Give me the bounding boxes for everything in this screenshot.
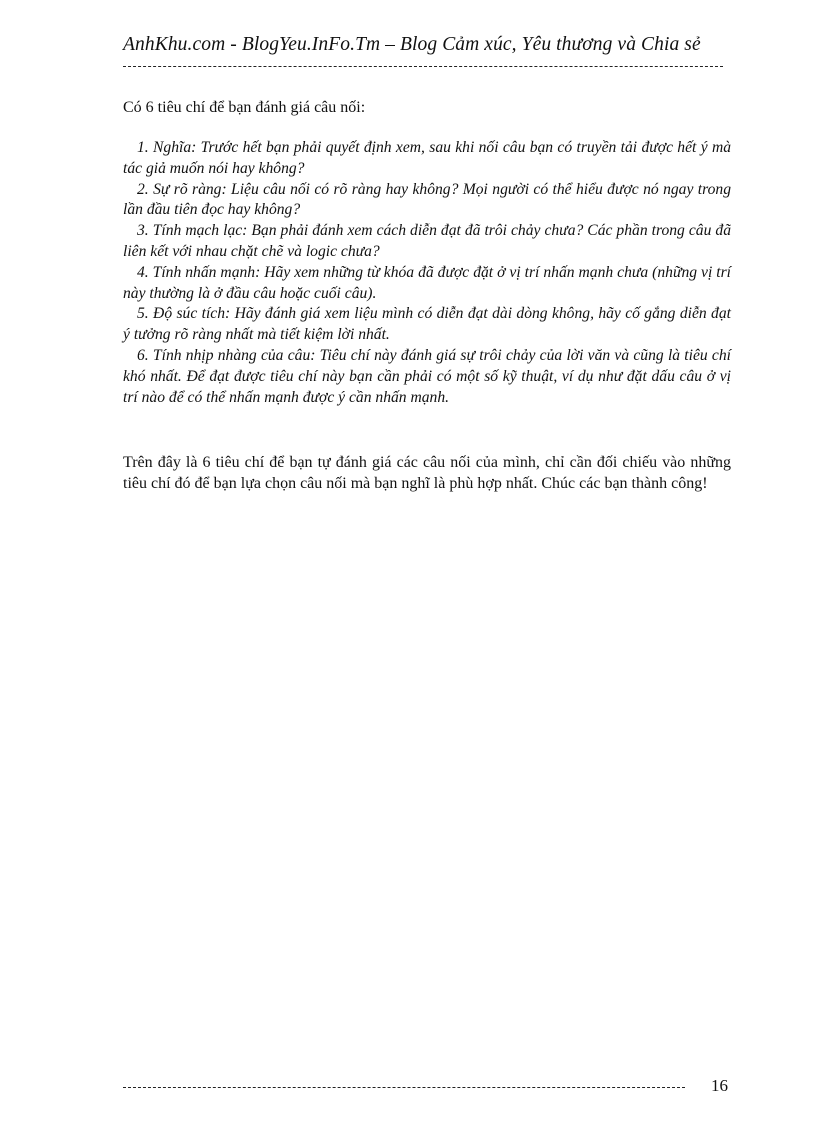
criterion-6: 6. Tính nhịp nhàng của câu: Tiêu chí này đánh giá sự trôi chảy của lời văn và cũng là tiêu chí khó nhất. Để đạt được tiêu chí này bạn cần phải có một số kỹ thuật, ví dụ như đặt dấu câu ở vị trí nào để có thể nhấn mạnh được ý cần nhấn mạnh. <box>123 346 731 406</box>
intro-text: Có 6 tiêu chí để bạn đánh giá câu nối: <box>123 99 366 116</box>
footer-divider <box>123 1087 685 1088</box>
criteria-list <box>123 138 731 408</box>
criterion-5: 5. Độ súc tích: Hãy đánh giá xem liệu mình có diễn đạt dài dòng không, hãy cố gắng diễn đạt ý tưởng rõ ràng nhất mà tiết kiệm lời nhất. <box>123 305 731 344</box>
page-header-title: AnhKhu.com - BlogYeu.InFo.Tm – Blog Cảm xúc, Yêu thương và Chia sẻ <box>123 34 701 55</box>
conclusion-paragraph: Trên đây là 6 tiêu chí để bạn tự đánh giá các câu nối của mình, chỉ cần đối chiếu vào những tiêu chí đó để bạn lựa chọn câu nối mà bạn nghĩ là phù hợp nhất. Chúc các bạn thành công! <box>123 454 731 492</box>
header-divider <box>123 66 723 67</box>
page-number: 16 <box>711 1076 728 1095</box>
criterion-3: 3. Tính mạch lạc: Bạn phải đánh xem cách diễn đạt đã trôi chảy chưa? Các phần trong câu đã liên kết với nhau chặt chẽ và logic chưa? <box>123 222 731 260</box>
criterion-4: 4. Tính nhấn mạnh: Hãy xem những từ khóa đã được đặt ở vị trí nhấn mạnh chưa (những vị trí này thường là ở đầu câu hoặc cuối câu). <box>123 263 731 302</box>
criterion-2: 2. Sự rõ ràng: Liệu câu nối có rõ ràng hay không? Mọi người có thể hiểu được nó ngay trong lần đầu tiên đọc hay không? <box>123 180 731 219</box>
criterion-1: 1. Nghĩa: Trước hết bạn phải quyết định xem, sau khi nối câu bạn có truyền tải được hết ý mà tác giả muốn nói hay không? <box>123 139 731 177</box>
